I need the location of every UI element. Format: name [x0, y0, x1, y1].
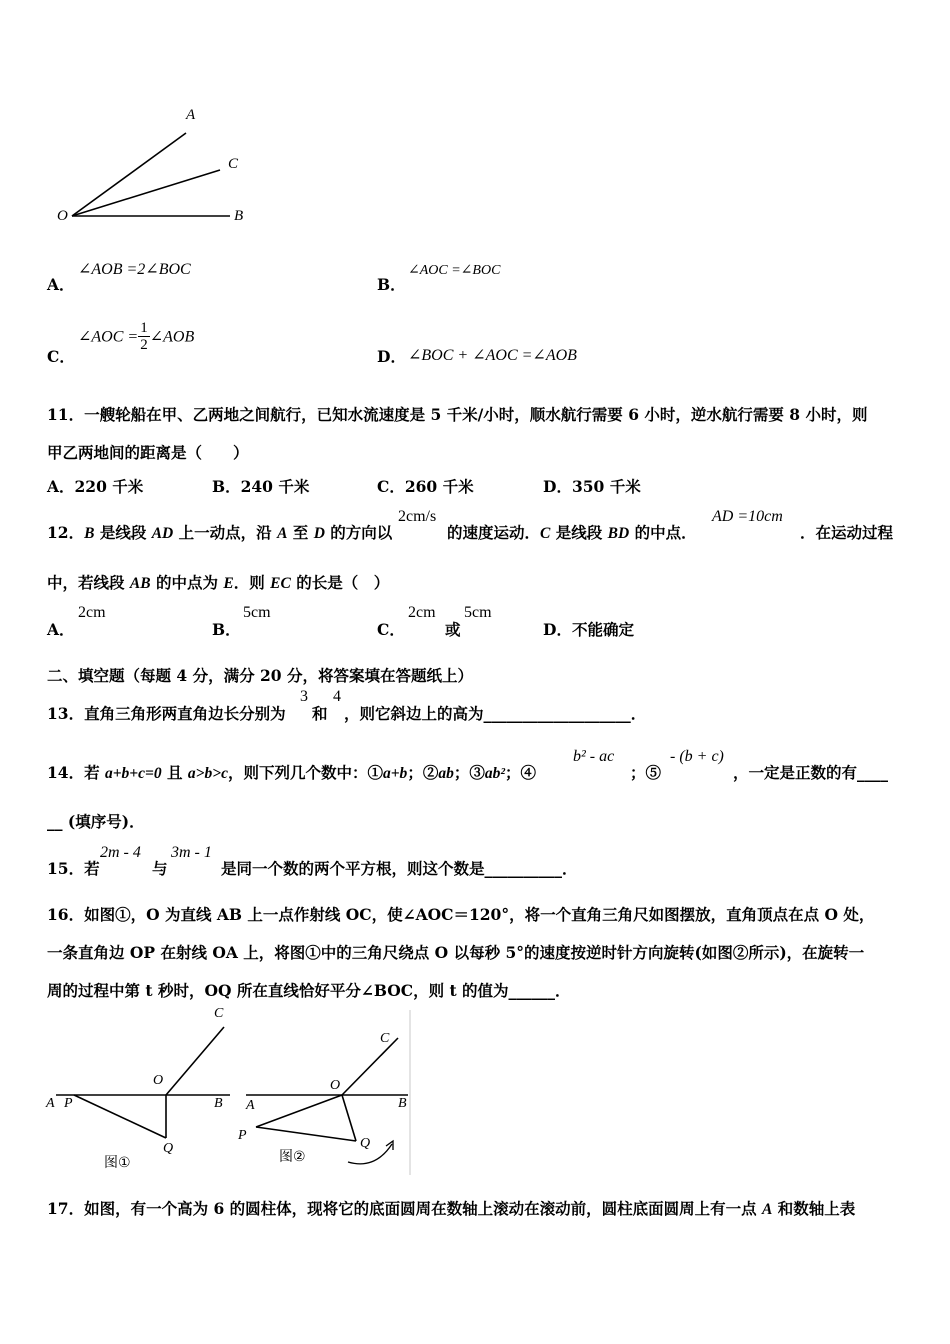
q12-option-a-letter: A．: [47, 620, 75, 639]
fig1-label-q: Q: [163, 1141, 174, 1156]
q12-text-6: 的速度运动．: [447, 523, 541, 542]
fig2-side-oq: [342, 1095, 356, 1141]
q14-expr-4: b² - ac: [573, 748, 615, 765]
q12-var-d: D: [313, 525, 325, 542]
q17-prefix: 17．如图，有一个高为 6 的圆柱体，现将它的底面圆周在数轴上滚动在滚动前，圆柱底面圆周上有一点: [47, 1199, 763, 1218]
fig1-label-c: C: [214, 1006, 224, 1021]
fig1-label-p: P: [64, 1096, 73, 1111]
q11-line-2: 甲乙两地间的距离是（ ）: [47, 443, 249, 462]
q13-prefix: 13．直角三角形两直角边长分别为: [47, 704, 286, 723]
q12-l2-text-a: 中，若线段: [47, 573, 130, 592]
q12-option-c-letter: C．: [377, 620, 405, 639]
q12-text-2: 是线段: [94, 523, 152, 542]
fig2-side-pq: [256, 1127, 356, 1141]
q10-c-denominator: 2: [140, 337, 148, 353]
q12-number: 12．: [47, 523, 85, 542]
q14-sep-5: ，一定是正数的有____: [733, 763, 889, 782]
q10-c-numerator: 1: [140, 320, 148, 336]
q14-mid-2: ，则下列几个数中：①: [227, 763, 383, 782]
q13-leg-1: 3: [300, 688, 308, 705]
q15-prefix: 15．若: [47, 859, 100, 878]
q12-text-4: 至: [287, 523, 314, 542]
q11-option-b: B．240 千米: [212, 477, 310, 496]
fig2-label-a: A: [246, 1098, 255, 1113]
q12-var-ad: AD: [151, 525, 174, 542]
q15-expr-1: 2m - 4: [100, 844, 141, 861]
q10-option-d-letter: D．: [377, 347, 406, 366]
q12-l2-text-d: 的长是（ ）: [290, 573, 390, 592]
q14-expr-5: - (b + c): [670, 748, 724, 765]
fig2-label-b: B: [398, 1096, 407, 1111]
fig2-label-p: P: [238, 1128, 247, 1143]
q12-var-e: E: [223, 575, 234, 592]
q12-option-a-value: 2cm: [78, 604, 106, 621]
q14-sep-4: ；⑤: [630, 763, 662, 782]
q12-line-2: [47, 571, 389, 593]
q12-line-1: [47, 521, 392, 543]
q17-line-1: [47, 1197, 855, 1219]
fig1-label-a: A: [46, 1096, 55, 1111]
q14-sep-2: ；③: [453, 763, 485, 782]
q12-option-c-or: 或: [445, 620, 461, 639]
q12-option-c-value-1: 2cm: [408, 604, 436, 621]
fig2-side-op: [256, 1095, 342, 1127]
q17-var-a: A: [762, 1201, 773, 1218]
q12-l2-text-b: 的中点为: [150, 573, 224, 592]
q14-condition-2: a>b>c: [187, 765, 228, 782]
fig2-label-c: C: [380, 1031, 390, 1046]
q16-figure-2: [240, 1010, 420, 1180]
q10-option-c-letter: C．: [47, 347, 75, 366]
label-b: B: [234, 208, 244, 224]
q12-text-7: 是线段: [550, 523, 608, 542]
q12-ad-length: AD =10cm: [712, 508, 783, 525]
rotation-arrowhead-icon: [386, 1141, 393, 1150]
q12-var-a: A: [277, 525, 288, 542]
q14-prefix: 14．若: [47, 763, 105, 782]
q12-option-b-letter: B．: [212, 620, 241, 639]
fig1-label-b: B: [214, 1096, 223, 1111]
ray-oc: [72, 170, 220, 216]
q10-option-a-expr: ∠AOB =2∠BOC: [78, 261, 191, 278]
q14-sep-3: ；④: [505, 763, 537, 782]
q12-var-bd: BD: [607, 525, 630, 542]
q14-expr-1: a+b: [382, 765, 408, 782]
q14-line-1a: [47, 761, 536, 783]
q10-option-b-expr: ∠AOC =∠BOC: [408, 263, 501, 278]
fig1-caption: 图①: [104, 1155, 131, 1171]
section-2-title: 二、填空题（每题 4 分，满分 20 分，将答案填在答题纸上）: [47, 666, 473, 685]
q14-expr-3: ab²: [484, 765, 505, 782]
fig1-label-o: O: [153, 1073, 164, 1088]
fig2-ray-oc: [342, 1038, 398, 1095]
q16-line-1: 16．如图①，O 为直线 AB 上一点作射线 OC，使∠AOC＝120°，将一个直角三角尺如图摆放，直角顶点在点 O 处，: [47, 905, 875, 924]
fig2-caption: 图②: [279, 1149, 306, 1165]
q12-text-9: ．在运动过程: [800, 523, 894, 542]
q13-and: 和: [312, 704, 328, 723]
q11-line-1: 11．一艘轮船在甲、乙两地之间航行，已知水流速度是 5 千米/小时，顺水航行需要 6 小时，逆水航行需要 8 小时，则: [47, 405, 868, 424]
fig2-label-o: O: [330, 1078, 341, 1093]
label-c: C: [228, 156, 239, 172]
q12-var-c: C: [540, 525, 551, 542]
q12-option-c-value-2: 5cm: [464, 604, 492, 621]
q12-text-5: 的方向以: [324, 523, 393, 542]
fig1-ray-oc: [166, 1027, 224, 1095]
q10-option-c-expr: [78, 320, 194, 353]
q15-and: 与: [152, 859, 168, 878]
q14-line-2: __ (填序号)．: [47, 812, 145, 831]
q11-option-c: C．260 千米: [377, 477, 474, 496]
q10-c-fraction: [138, 320, 150, 353]
q10-option-b-letter: B．: [377, 275, 406, 294]
ray-oa: [72, 133, 186, 216]
q12-text-8: 的中点．: [629, 523, 697, 542]
q14-expr-2: ab: [438, 765, 454, 782]
q10-c-right: ∠AOB: [149, 328, 195, 346]
q16-figure-1: [40, 1005, 240, 1175]
q12-var-ec: EC: [270, 575, 291, 592]
q10-option-d-expr: ∠BOC + ∠AOC =∠AOB: [408, 347, 577, 364]
q13-leg-2: 4: [333, 688, 341, 705]
fig1-side-pq: [74, 1095, 166, 1138]
q14-condition-1: a+b+c=0: [104, 765, 162, 782]
q15-expr-2: 3m - 1: [171, 844, 212, 861]
q16-line-2: 一条直角边 OP 在射线 OA 上，将图①中的三角尺绕点 O 以每秒 5°的速度按逆时针方向旋转(如图②所示)，在旋转一: [47, 943, 865, 962]
q16-line-3: 周的过程中第 t 秒时，OQ 所在直线恰好平分∠BOC，则 t 的值为______．: [47, 981, 571, 1000]
label-o: O: [57, 208, 68, 224]
q11-option-a: A．220 千米: [47, 477, 144, 496]
q13-suffix: ，则它斜边上的高为___________________．: [344, 704, 647, 723]
q12-option-b-value: 5cm: [243, 604, 271, 621]
fig2-label-q: Q: [360, 1136, 371, 1151]
label-a: A: [186, 107, 196, 123]
q10-c-left: ∠AOC =: [78, 328, 139, 346]
q12-var-ab: AB: [129, 575, 151, 592]
q12-option-d: D．不能确定: [543, 620, 634, 639]
q12-speed: 2cm/s: [398, 508, 437, 525]
q12-l2-text-c: ．则: [233, 573, 271, 592]
q10-option-a-letter: A．: [47, 275, 75, 294]
q14-sep-1: ；②: [407, 763, 439, 782]
q14-mid-1: 且: [161, 763, 188, 782]
q17-suffix: 和数轴上表: [772, 1199, 856, 1218]
q12-var-b: B: [84, 525, 95, 542]
q12-line-1b: [447, 521, 697, 543]
q12-text-3: 上一动点，沿: [173, 523, 278, 542]
q15-suffix: 是同一个数的两个平方根，则这个数是__________．: [221, 859, 578, 878]
q11-option-d: D．350 千米: [543, 477, 641, 496]
